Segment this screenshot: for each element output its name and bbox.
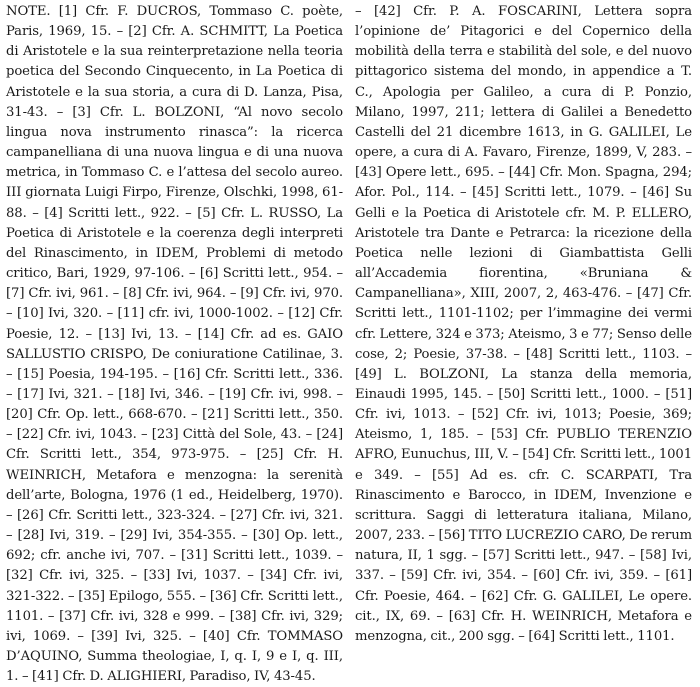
notes-text-right: – [42] Cfr. P. A. FOSCARINI, Lettera sopra l’opinione de’ Pitagorici e del Copernico della mobilità della terra e stabilità del sole, e del nuovo pittagorico sistema del mondo, in appendice a T. C., Apologia per Galileo, a cura di P. Ponzio, Milano, 1997, 211; lettera di Galilei a Benedetto Castelli del 21 dicembre 1613, in G. GALILEI, Le opere, a cura di A. Favaro, Firenze, 1899, V, 283. – [43] Opere lett., 695. – [44] Cfr. Mon. Spagna, 294; Afor. Pol., 114. – [45] Scritti lett., 1079. – [46] Su Gelli e la Poetica di Aristotele cfr. M. P. ELLERO, Aristotele tra Dante e Petrarca: la ricezione della Poetica nelle lezioni di Giambattista Gelli all’Accademia fiorentina, «Bruniana & Campanelliana», XIII, 2007, 2, 463-476. – [47] Cfr. Scritti lett., 1101-1102; per l’immagine dei vermi cfr. Lettere, 324 e 373; Ateismo, 3 e 77; Senso delle cose, 2; Poesie, 37-38. – [48] Scritti lett., 1103. – [49] L. BOLZONI, La stanza della memoria, Einaudi 1995, 145. – [50] Scritti lett., 1000. – [51] Cfr. ivi, 1013. – [52] Cfr. ivi, 1013; Poesie, 369; Ateismo, 1, 185. – [53] Cfr. PUBLIO TERENZIO AFRO, Eunuchus, III, V. – [54] Cfr. Scritti lett., 1001 e 349. – [55] Ad es. cfr. C. SCARPATI, Tra Rinascimento e Barocco, in IDEM, Invenzione e scrittura. Saggi di letteratura italiana, Milano, 2007, 233. – [56] TITO LUCREZIO CARO, De rerum natura, II, 1 sgg. – [57] Scritti lett., 947. – [58] Ivi, 337. – [59] Cfr. ivi, 354. – [60] Cfr. ivi, 359. – [61] Cfr. Poesie, 464. – [62] Cfr. G. GALILEI, Le opere. cit., IX, 69. – [63] Cfr. H. WEINRICH, Metafora e menzogna, cit., 200 sgg. – [64] Scritti lett., 1101. <box>355 4 692 644</box>
notes-columns <box>6 2 692 687</box>
notes-column-left <box>6 2 343 687</box>
notes-text-left: NOTE. [1] Cfr. F. DUCROS, Tommaso C. poète, Paris, 1969, 15. – [2] Cfr. A. SCHMITT, La Poetica di Aristotele e la sua reinterpretazione nella teoria poetica del Secondo Cinquecento, in La Poetica di Aristotele e la sua storia, a cura di D. Lanza, Pisa, 31-43. – [3] Cfr. L. BOLZONI, “Al novo secolo lingua nova instrumento rinasca”: la ricerca campanelliana di una nuova lingua e di una nuova metrica, in Tommaso C. e l’attesa del secolo aureo. III giornata Luigi Firpo, Firenze, Olschki, 1998, 61-88. – [4] Scritti lett., 922. – [5] Cfr. L. RUSSO, La Poetica di Aristotele e la coerenza degli interpreti del Rinascimento, in IDEM, Problemi di metodo critico, Bari, 1929, 97-106. – [6] Scritti lett., 954. – [7] Cfr. ivi, 961. – [8] Cfr. ivi, 964. – [9] Cfr. ivi, 970. – [10] Ivi, 320. – [11] cfr. ivi, 1000-1002. – [12] Cfr. Poesie, 12. – [13] Ivi, 13. – [14] Cfr. ad es. GAIO SALLUSTIO CRISPO, De coniuratione Catilinae, 3. – [15] Poesia, 194-195. – [16] Cfr. Scritti lett., 336. – [17] Ivi, 321. – [18] Ivi, 346. – [19] Cfr. ivi, 998. – [20] Cfr. Op. lett., 668-670. – [21] Scritti lett., 350. – [22] Cfr. ivi, 1043. – [23] Città del Sole, 43. – [24] Cfr. Scritti lett., 354, 973-975. – [25] Cfr. H. WEINRICH, Metafora e menzogna: la serenità dell’arte, Bologna, 1976 (1 ed., Heidelberg, 1970). – [26] Cfr. Scritti lett., 323-324. – [27] Cfr. ivi, 321. – [28] Ivi, 319. – [29] Ivi, 354-355. – [30] Op. lett., 692; cfr. anche ivi, 707. – [31] Scritti lett., 1039. – [32] Cfr. ivi, 325. – [33] Ivi, 1037. – [34] Cfr. ivi, 321-322. – [35] Epilogo, 555. – [36] Cfr. Scritti lett., 1101. – [37] Cfr. ivi, 328 e 999. – [38] Cfr. ivi, 329; ivi, 1069. – [39] Ivi, 325. – [40] Cfr. TOMMASO D’AQUINO, Summa theologiae, I, q. I, 9 e I, q. III, 1. – [41] Cfr. D. ALIGHIERI, Paradiso, IV, 43-45. <box>6 4 343 685</box>
notes-column-right <box>355 2 692 687</box>
